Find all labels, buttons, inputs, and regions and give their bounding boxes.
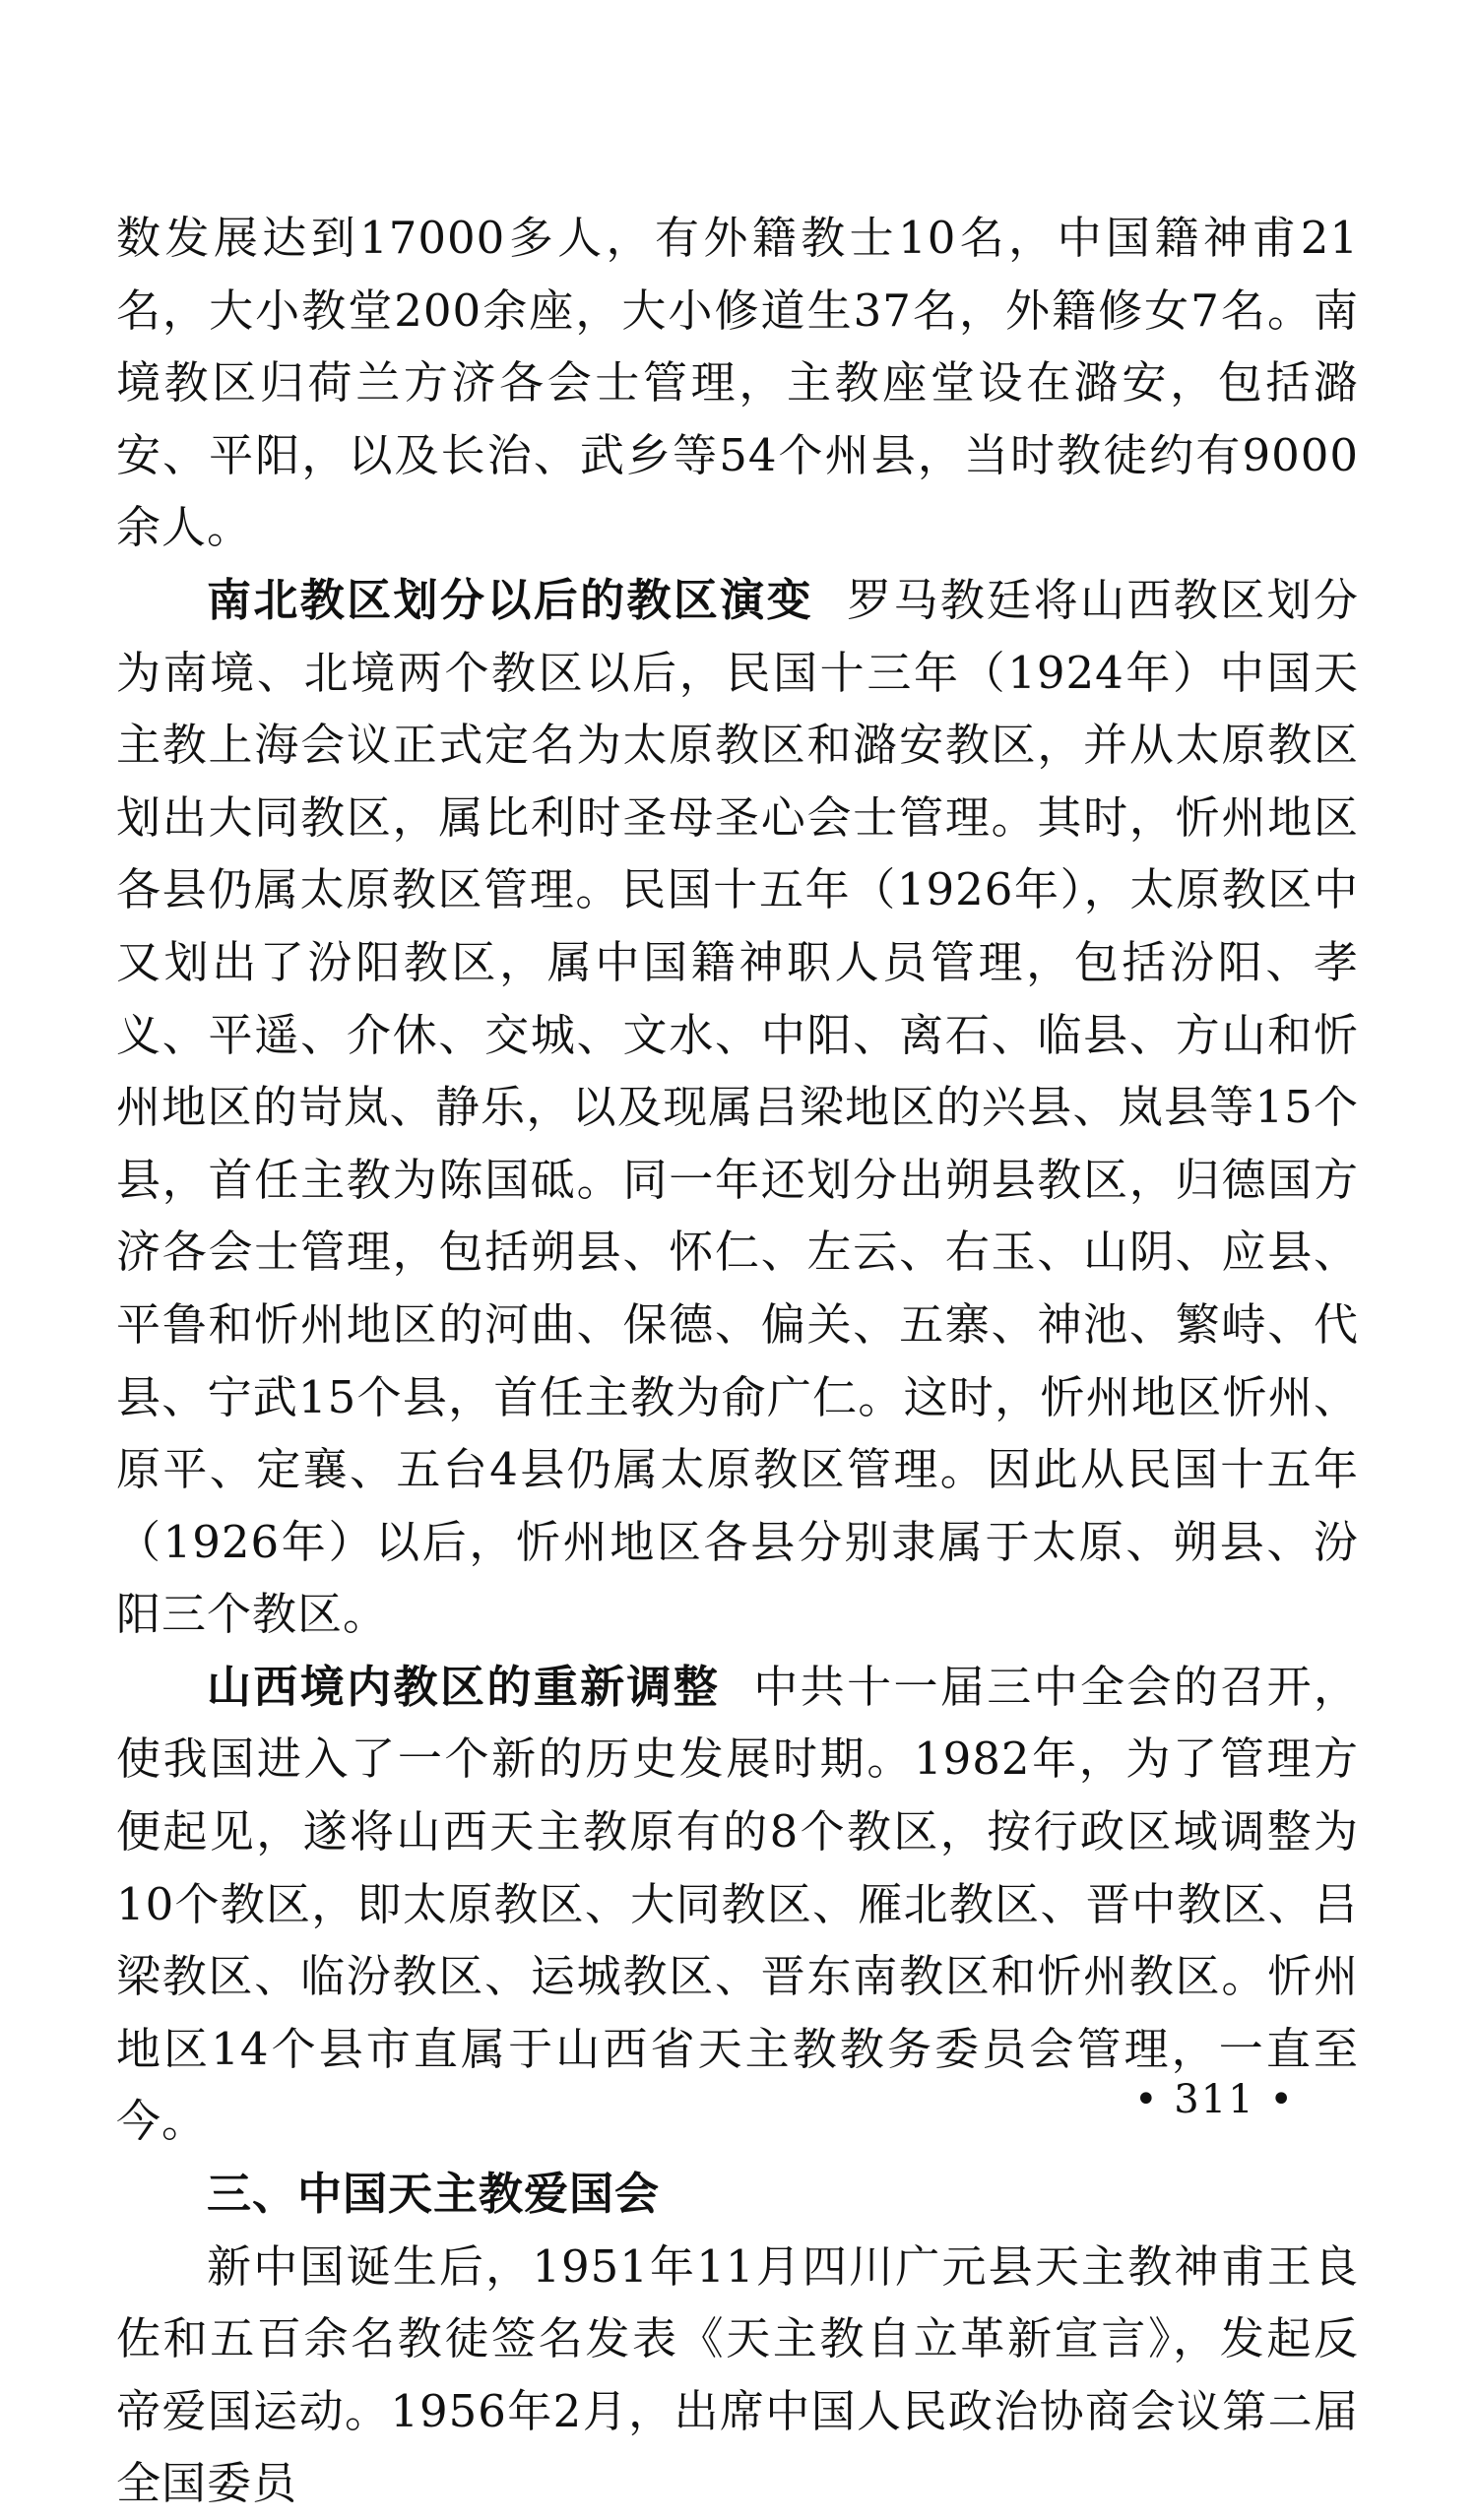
subheading-diocese-evolution: 南北教区划分以后的教区演变	[207, 573, 814, 626]
paragraph-1	[116, 202, 1359, 564]
page-number: • 311 •	[1134, 2077, 1295, 2122]
paragraph-4	[116, 2231, 1359, 2520]
paragraph-2	[116, 564, 1359, 1651]
body-text	[116, 202, 1359, 2520]
section-heading: 三、中国天主教爱国会	[207, 2168, 661, 2221]
paragraph-3-text: 中共十一届三中全会的召开，使我国进入了一个新的历史发展时期。1982年，为了管理方便起见，遂将山西天主教原有的8个教区，按行政区域调整为10个教区，即太原教区、大同教区、雁北教区、晋中教区、吕梁教区、临汾教区、运城教区、晋东南教区和忻州教区。忻州地区14个县市直属于山西省天主教教务委员会管理，一直至今。	[116, 1660, 1359, 2148]
paragraph-4-text: 新中国诞生后，1951年11月四川广元县天主教神甫王良佐和五百余名教徒签名发表《天主教自立革新宣言》，发起反帝爱国运动。1956年2月，出席中国人民政治协商会议第二届全国委员	[116, 2239, 1359, 2510]
paragraph-1-text: 数发展达到17000多人，有外籍教士10名，中国籍神甫21名，大小教堂200余座，大小修道生37名，外籍修女7名。南境教区归荷兰方济各会士管理，主教座堂设在潞安，包括潞安、平阳，以及长治、武乡等54个州县，当时教徒约有9000余人。	[116, 212, 1359, 554]
subheading-diocese-readjustment: 山西境内教区的重新调整	[207, 1660, 721, 1713]
paragraph-2-text: 罗马教廷将山西教区划分为南境、北境两个教区以后，民国十三年（1924年）中国天主教上海会议正式定名为太原教区和潞安教区，并从太原教区划出大同教区，属比利时圣母圣心会士管理。其时，忻州地区各县仍属太原教区管理。民国十五年（1926年），太原教区中又划出了汾阳教区，属中国籍神职人员管理，包括汾阳、孝义、平遥、介休、交城、文水、中阳、离石、临县、方山和忻州地区的岢岚、静乐，以及现属吕梁地区的兴县、岚县等15个县，首任主教为陈国砥。同一年还划分出朔县教区，归德国方济各会士管理，包括朔县、怀仁、左云、右玉、山阴、应县、平鲁和忻州地区的河曲、保德、偏关、五寨、神池、繁峙、代县、宁武15个县，首任主教为俞广仁。这时，忻州地区忻州、原平、定襄、五台4县仍属太原教区管理。因此从民国十五年（1926年）以后，忻州地区各县分别隶属于太原、朔县、汾阳三个教区。	[116, 573, 1359, 1641]
